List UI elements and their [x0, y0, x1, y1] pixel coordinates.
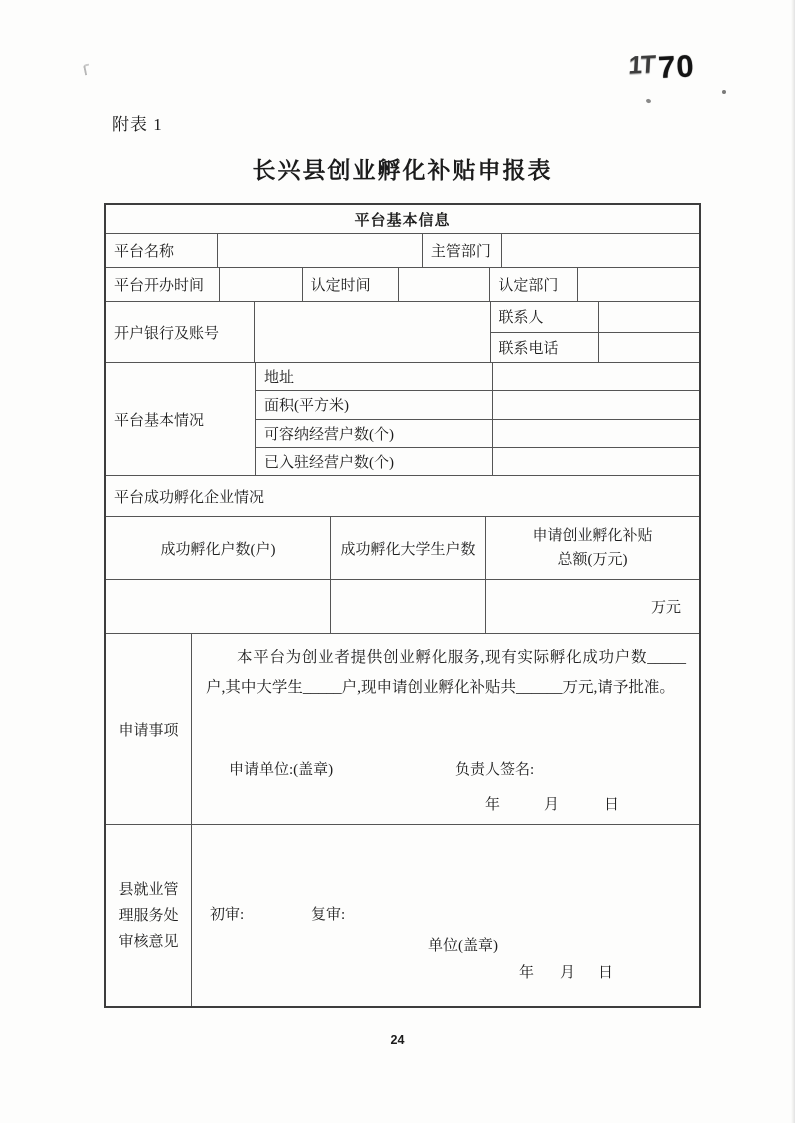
contact-person-value [599, 302, 700, 332]
open-time-value [220, 268, 302, 301]
platform-basic-block [256, 363, 699, 475]
date-year: 年 [485, 797, 501, 813]
date-year: 年 [519, 965, 535, 981]
scan-artifact [83, 63, 91, 75]
confirm-time-value [399, 268, 490, 301]
table-row [106, 363, 699, 476]
area-label: 面积(平方米) [256, 391, 493, 418]
apply-matter-label: 申请事项 [106, 634, 192, 824]
area-row [256, 391, 699, 419]
review-opinion-content [192, 825, 699, 1006]
subsidy-total-value [486, 580, 699, 633]
capacity-row [256, 420, 699, 448]
area-value [493, 391, 699, 418]
section-header-incubation: 平台成功孵化企业情况 [114, 489, 265, 506]
apply-unit-seal-label: 申请单位:(盖章) [229, 762, 334, 778]
apply-matter-content [192, 634, 699, 824]
student-households-value [331, 580, 486, 633]
attachment-label: 附表 1 [112, 115, 163, 134]
occupied-label: 已入驻经营户数(个) [256, 448, 493, 475]
occupied-row [256, 448, 699, 475]
subsidy-header-line2: 总额(万元) [557, 552, 628, 568]
success-households-value [106, 580, 331, 633]
address-label: 地址 [256, 363, 493, 390]
wanyuan-unit: 万元 [650, 600, 681, 616]
table-row [106, 580, 699, 634]
subsidy-header-line1: 申请创业孵化补贴 [532, 528, 653, 544]
col-success-households-header: 成功孵化户数(户) [106, 517, 331, 579]
address-value [493, 363, 699, 390]
confirm-dept-label: 认定部门 [490, 268, 577, 301]
table-row [106, 205, 699, 234]
table-row [106, 517, 699, 580]
contact-person-row [491, 302, 700, 333]
contact-person-label: 联系人 [491, 302, 599, 332]
col-student-households-header: 成功孵化大学生户数 [331, 517, 486, 579]
date-month: 月 [560, 965, 576, 981]
contact-phone-label: 联系电话 [491, 333, 599, 363]
review-label-line3: 审核意见 [118, 933, 179, 950]
apply-statement: 本平台为创业者提供创业孵化服务,现有实际孵化成功户数_____户,其中大学生_____户,现申请创业孵化补贴共______万元,请予批准。 [206, 649, 686, 696]
open-time-label: 平台开办时间 [106, 268, 220, 301]
table-row [106, 302, 699, 363]
stamp-smudge: 1T [627, 50, 655, 80]
date-day: 日 [598, 965, 614, 981]
contact-phone-row [491, 333, 700, 363]
col-subsidy-total-header [486, 517, 699, 579]
review-opinion-label [106, 825, 192, 1006]
responsible-signature-label: 负责人签名: [455, 762, 535, 778]
supervisor-dept-label: 主管部门 [423, 234, 503, 267]
platform-name-label: 平台名称 [106, 234, 218, 267]
capacity-label: 可容纳经营户数(个) [256, 420, 493, 447]
first-review-label: 初审: [210, 907, 245, 923]
table-row [106, 476, 699, 517]
confirm-time-label: 认定时间 [303, 268, 399, 301]
confirm-dept-value [578, 268, 699, 301]
stamp-number: 70 [657, 48, 696, 86]
form-title: 长兴县创业孵化补贴申报表 [252, 157, 553, 183]
table-row [106, 234, 699, 268]
page-number: 24 [390, 1033, 405, 1047]
contact-block [491, 302, 700, 362]
bank-account-label: 开户银行及账号 [106, 302, 255, 362]
second-review-label: 复审: [311, 907, 346, 923]
application-form-table [104, 203, 701, 1008]
capacity-value [493, 420, 699, 447]
address-row [256, 363, 699, 391]
review-label-line2: 理服务处 [118, 907, 179, 924]
scan-artifact [645, 98, 651, 103]
occupied-value [493, 448, 699, 475]
contact-phone-value [599, 333, 700, 363]
section-header-platform-basic-info: 平台基本信息 [354, 212, 451, 229]
scan-artifact [722, 90, 726, 94]
unit-seal-label: 单位(盖章) [428, 938, 498, 954]
table-row [106, 268, 699, 302]
supervisor-dept-value [502, 234, 699, 267]
table-row [106, 825, 699, 1006]
platform-basic-label: 平台基本情况 [106, 363, 256, 475]
bank-account-value [255, 302, 490, 362]
date-day: 日 [604, 797, 620, 813]
date-month: 月 [544, 797, 560, 813]
page-number-stamp [627, 48, 695, 87]
platform-name-value [218, 234, 423, 267]
review-label-line1: 县就业管 [118, 881, 179, 898]
table-row [106, 634, 699, 825]
